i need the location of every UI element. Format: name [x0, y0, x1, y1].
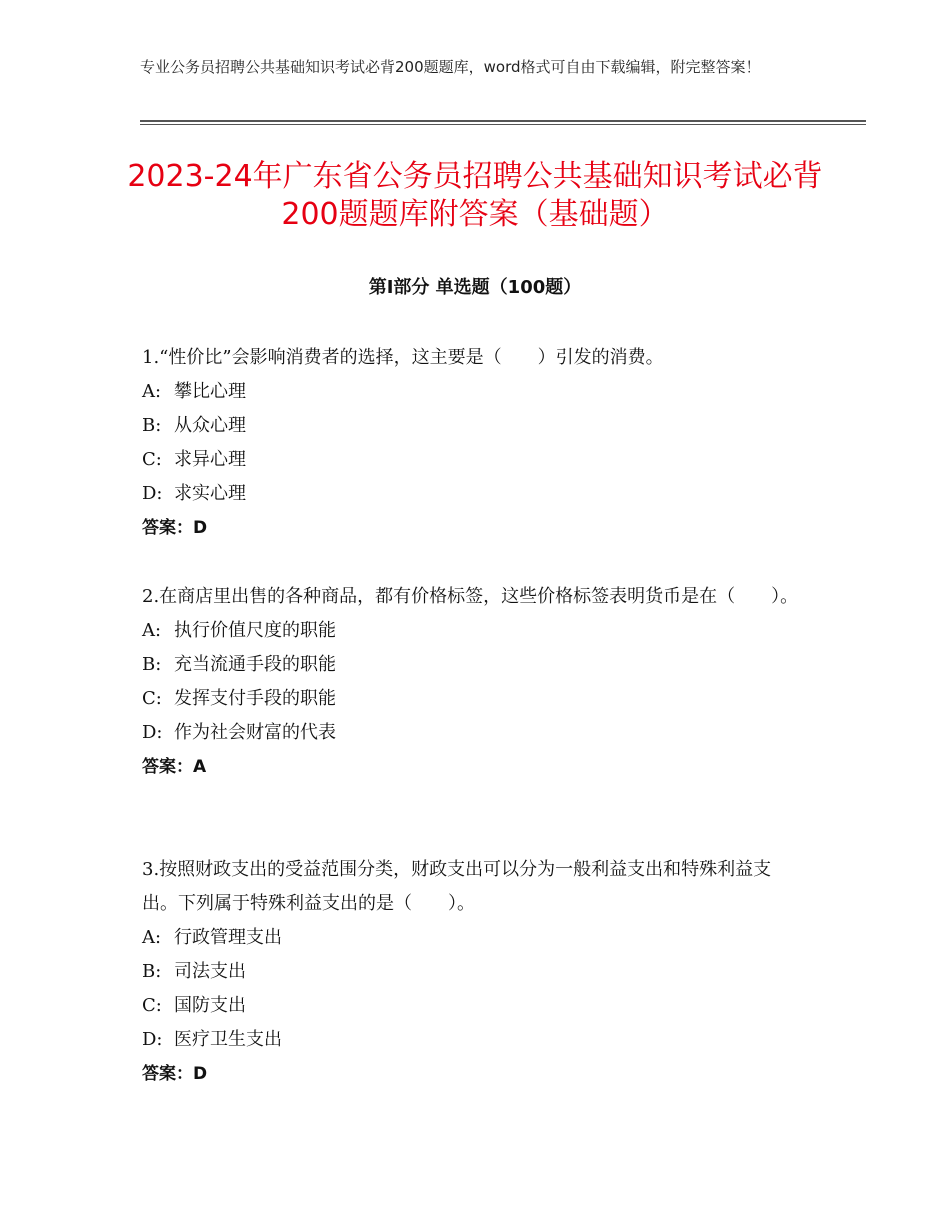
- question-stem: 3.按照财政支出的受益范围分类，财政支出可以分为一般利益支出和特殊利益支出。下列属于特殊利益支出的是（ ）。: [142, 859, 772, 914]
- answer-line: 答案：D: [142, 518, 208, 538]
- option-a: [142, 375, 802, 409]
- option-d: [142, 716, 802, 750]
- option-letter: C:: [142, 449, 162, 470]
- option-text: 发挥支付手段的职能: [174, 688, 336, 709]
- option-c: [142, 682, 802, 716]
- option-letter: B:: [142, 654, 162, 675]
- option-a: [142, 614, 802, 648]
- question-stem: 2.在商店里出售的各种商品，都有价格标签，这些价格标签表明货币是在（ ）。: [142, 586, 799, 607]
- answer-line: 答案：D: [142, 1064, 208, 1084]
- option-text: 攀比心理: [174, 381, 246, 402]
- option-text: 司法支出: [174, 961, 246, 982]
- option-letter: C:: [142, 995, 162, 1016]
- section-heading: 第Ⅰ部分 单选题（100题）: [368, 277, 582, 298]
- question-1: [142, 341, 802, 545]
- answer-line: 答案：A: [142, 757, 207, 777]
- option-b: [142, 409, 802, 443]
- option-text: 作为社会财富的代表: [174, 722, 336, 743]
- option-text: 求异心理: [174, 449, 246, 470]
- option-d: [142, 477, 802, 511]
- question-2: [142, 580, 802, 784]
- option-c: [142, 989, 802, 1023]
- option-b: [142, 955, 802, 989]
- option-text: 从众心理: [174, 415, 246, 436]
- option-letter: A:: [142, 381, 162, 402]
- option-text: 医疗卫生支出: [174, 1029, 282, 1050]
- option-text: 行政管理支出: [174, 927, 282, 948]
- question-3: [142, 853, 802, 1091]
- option-letter: C:: [142, 688, 162, 709]
- option-letter: B:: [142, 961, 162, 982]
- option-a: [142, 921, 802, 955]
- option-b: [142, 648, 802, 682]
- header-note: 专业公务员招聘公共基础知识考试必背200题题库，word格式可自由下载编辑，附完整答案！: [140, 58, 761, 76]
- header-divider-thin: [140, 124, 866, 125]
- option-text: 执行价值尺度的职能: [174, 620, 336, 641]
- option-c: [142, 443, 802, 477]
- option-letter: D:: [142, 483, 163, 504]
- option-text: 求实心理: [174, 483, 246, 504]
- document-title: 2023-24年广东省公务员招聘公共基础知识考试必背200题题库附答案（基础题）: [127, 159, 823, 232]
- option-text: 国防支出: [174, 995, 246, 1016]
- option-letter: D:: [142, 722, 163, 743]
- option-d: [142, 1023, 802, 1057]
- option-letter: A:: [142, 620, 162, 641]
- option-letter: D:: [142, 1029, 163, 1050]
- header-divider-thick: [140, 120, 866, 122]
- option-letter: A:: [142, 927, 162, 948]
- option-text: 充当流通手段的职能: [174, 654, 336, 675]
- question-stem: 1.“性价比”会影响消费者的选择，这主要是（ ）引发的消费。: [142, 347, 664, 368]
- option-letter: B:: [142, 415, 162, 436]
